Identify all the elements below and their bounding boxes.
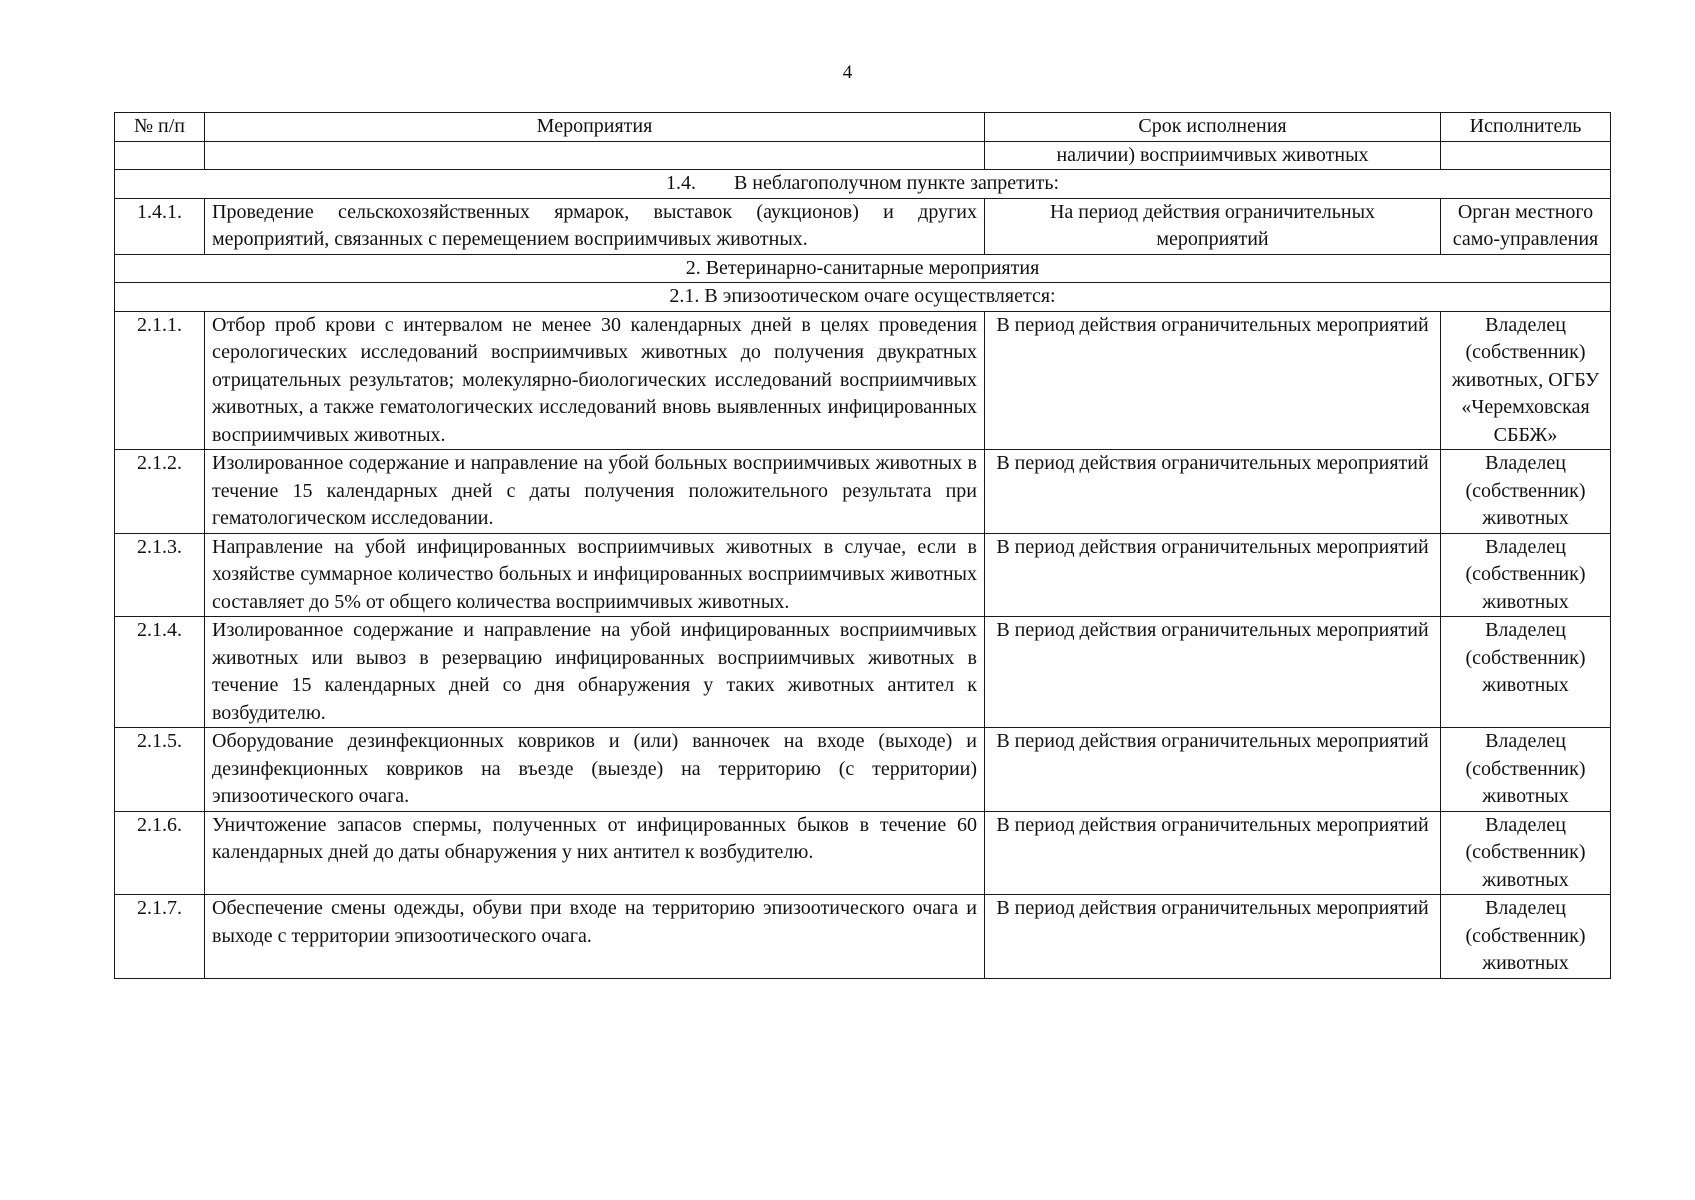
row-activity: Уничтожение запасов спермы, полученных от инфицированных быков в течение 60 календарных дней до даты обнаружения у них антител к возбудителю. — [205, 811, 985, 895]
subsection-1-4-number: 1.4. — [665, 172, 696, 194]
subsection-row — [115, 283, 1611, 312]
row-deadline: В период действия ограничительных мероприятий — [985, 811, 1441, 895]
row-activity: Направление на убой инфицированных восприимчивых животных в случае, если в хозяйстве суммарное количество больных и инфицированных восприимчивых животных составляет до 5% от общего количества восприимчивых животных. — [205, 533, 985, 617]
header-executor: Исполнитель — [1441, 113, 1611, 142]
header-activity: Мероприятия — [205, 113, 985, 142]
row-deadline: В период действия ограничительных мероприятий — [985, 311, 1441, 450]
measures-table — [114, 112, 1611, 979]
subsection-2-1-title: 2.1. В эпизоотическом очаге осуществляется: — [115, 283, 1611, 312]
row-deadline: В период действия ограничительных мероприятий — [985, 728, 1441, 812]
table-row — [115, 311, 1611, 450]
subsection-1-4-text: В неблагополучном пункте запретить: — [733, 172, 1060, 194]
row-executor: Владелец (собственник) животных — [1441, 728, 1611, 812]
row-activity: Оборудование дезинфекционных ковриков и (или) ванночек на входе (выходе) и дезинфекционных ковриков на въезде (выезде) на территорию (с территории) эпизоотического очага. — [205, 728, 985, 812]
row-num: 2.1.1. — [115, 311, 205, 450]
row-deadline: На период действия ограничительных мероприятий — [985, 198, 1441, 254]
continuation-row — [115, 141, 1611, 170]
row-num: 1.4.1. — [115, 198, 205, 254]
row-executor: Владелец (собственник) животных, ОГБУ «Черемховская СББЖ» — [1441, 311, 1611, 450]
row-executor: Владелец (собственник) животных — [1441, 533, 1611, 617]
table-row — [115, 811, 1611, 895]
continuation-num — [115, 141, 205, 170]
table-row — [115, 198, 1611, 254]
row-num: 2.1.5. — [115, 728, 205, 812]
row-num: 2.1.7. — [115, 895, 205, 979]
table-row — [115, 617, 1611, 728]
subsection-1-4-title — [115, 170, 1611, 199]
row-deadline: В период действия ограничительных мероприятий — [985, 533, 1441, 617]
row-activity: Проведение сельскохозяйственных ярмарок, выставок (аукционов) и других мероприятий, связанных с перемещением восприимчивых животных. — [205, 198, 985, 254]
row-activity: Изолированное содержание и направление на убой больных восприимчивых животных в течение 15 календарных дней с даты получения положительного результата при гематологическом исследовании. — [205, 450, 985, 534]
row-num: 2.1.6. — [115, 811, 205, 895]
row-executor: Владелец (собственник) животных — [1441, 811, 1611, 895]
section-row — [115, 254, 1611, 283]
row-executor: Орган местного само-управления — [1441, 198, 1611, 254]
table-row — [115, 895, 1611, 979]
row-num: 2.1.4. — [115, 617, 205, 728]
table-row — [115, 533, 1611, 617]
row-activity: Отбор проб крови с интервалом не менее 30 календарных дней в целях проведения серологических исследований восприимчивых животных до получения двукратных отрицательных результатов; молекулярно-биологических исследований восприимчивых животных, а также гематологических исследований вновь выявленных инфицированных восприимчивых животных. — [205, 311, 985, 450]
header-num: № п/п — [115, 113, 205, 142]
row-executor: Владелец (собственник) животных — [1441, 895, 1611, 979]
table-row — [115, 728, 1611, 812]
table-row — [115, 450, 1611, 534]
continuation-deadline: наличии) восприимчивых животных — [985, 141, 1441, 170]
subsection-row — [115, 170, 1611, 199]
header-deadline: Срок исполнения — [985, 113, 1441, 142]
row-num: 2.1.3. — [115, 533, 205, 617]
continuation-executor — [1441, 141, 1611, 170]
row-activity: Изолированное содержание и направление на убой инфицированных восприимчивых животных или вывоз в резервацию инфицированных восприимчивых животных в течение 15 календарных дней со дня обнаружения у таких животных антител к возбудителю. — [205, 617, 985, 728]
row-deadline: В период действия ограничительных мероприятий — [985, 617, 1441, 728]
row-deadline: В период действия ограничительных мероприятий — [985, 895, 1441, 979]
section-2-title: 2. Ветеринарно-санитарные мероприятия — [115, 254, 1611, 283]
row-executor: Владелец (собственник) животных — [1441, 450, 1611, 534]
row-executor: Владелец (собственник) животных — [1441, 617, 1611, 728]
table-header-row — [115, 113, 1611, 142]
continuation-activity — [205, 141, 985, 170]
row-num: 2.1.2. — [115, 450, 205, 534]
row-deadline: В период действия ограничительных мероприятий — [985, 450, 1441, 534]
page-number: 4 — [842, 62, 853, 83]
row-activity: Обеспечение смены одежды, обуви при входе на территорию эпизоотического очага и выходе с территории эпизоотического очага. — [205, 895, 985, 979]
